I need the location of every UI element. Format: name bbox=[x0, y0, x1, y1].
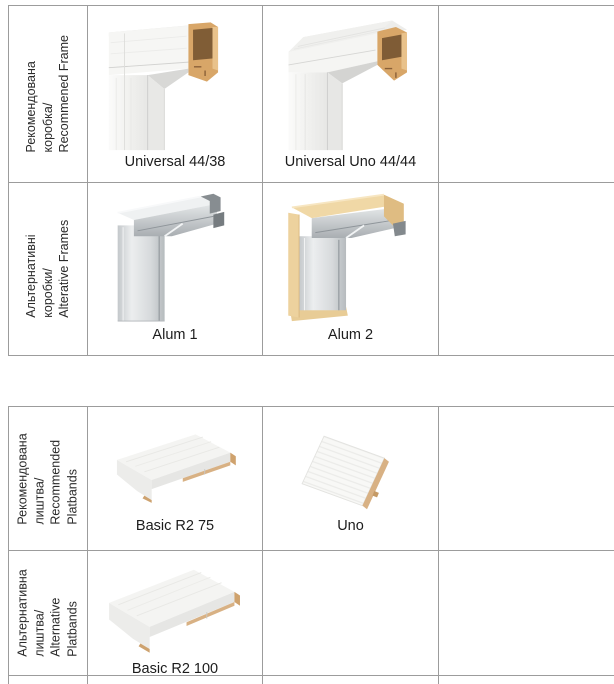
row-label-alternative-platbands bbox=[9, 551, 88, 675]
row-label-line: Recommened Frame bbox=[57, 35, 72, 153]
row-label-line: Platbands bbox=[65, 468, 80, 525]
product-caption: Basic R2 100 bbox=[131, 661, 219, 675]
product-caption: Alum 2 bbox=[327, 327, 374, 343]
row-label-line: лиштва/ bbox=[32, 477, 47, 525]
row-label-line: Alternative bbox=[49, 597, 64, 657]
basic-r2-75-image bbox=[88, 407, 262, 518]
basic-r2-100-image bbox=[88, 551, 262, 661]
alum-2-image bbox=[263, 183, 438, 327]
row-label-recommended-platbands bbox=[9, 407, 88, 550]
platbands-row-recommended bbox=[9, 407, 614, 551]
frames-row-alternative bbox=[9, 183, 614, 356]
row-label-line: Recommended bbox=[49, 439, 63, 525]
row-label-line: Альтернативна bbox=[16, 569, 31, 657]
row-label-line: Platbands bbox=[65, 601, 80, 657]
product-cell-uno bbox=[263, 407, 439, 550]
row-label-text bbox=[23, 35, 73, 152]
alum-1-image bbox=[88, 183, 262, 327]
empty-cell bbox=[439, 407, 614, 550]
row-label-text bbox=[23, 220, 73, 318]
frames-row-recommended bbox=[9, 6, 614, 183]
uno-platband-image bbox=[263, 407, 438, 518]
row-label-text bbox=[15, 569, 81, 656]
row-label-line: лиштва/ bbox=[32, 609, 47, 657]
product-caption: Uno bbox=[337, 518, 364, 534]
universal-uno-44-44-image bbox=[263, 6, 438, 154]
row-label-line: Рекомендована bbox=[24, 61, 39, 153]
row-label-line: коробки/ bbox=[40, 268, 55, 318]
product-caption: Universal Uno 44/44 bbox=[284, 154, 417, 170]
product-caption: Basic R2 75 bbox=[135, 518, 215, 534]
empty-cell bbox=[439, 551, 614, 675]
empty-cell bbox=[263, 551, 439, 675]
empty-cell bbox=[439, 183, 614, 355]
product-cell-alum-1 bbox=[88, 183, 263, 355]
row-label-line: Альтернативні bbox=[24, 234, 39, 318]
empty-cell bbox=[439, 6, 614, 182]
product-cell-alum-2 bbox=[263, 183, 439, 355]
frames-table bbox=[8, 5, 614, 356]
product-cell-universal-44-38 bbox=[88, 6, 263, 182]
platbands-table bbox=[8, 406, 614, 684]
row-label-text bbox=[15, 433, 81, 524]
product-cell-basic-r2-75 bbox=[88, 407, 263, 550]
product-cell-basic-r2-100 bbox=[88, 551, 263, 675]
row-label-alternative-frames bbox=[9, 183, 88, 355]
product-cell-universal-uno-44-44 bbox=[263, 6, 439, 182]
product-caption: Alum 1 bbox=[152, 327, 198, 343]
row-label-line: коробка/ bbox=[40, 102, 55, 153]
product-caption: Universal 44/38 bbox=[124, 154, 226, 170]
row-label-recommended-frame bbox=[9, 6, 88, 182]
row-label-line: Рекомендована bbox=[16, 432, 30, 525]
universal-44-38-image bbox=[88, 6, 262, 154]
platbands-row-alternative bbox=[9, 551, 614, 676]
row-label-line: Alterative Frames bbox=[57, 220, 72, 318]
